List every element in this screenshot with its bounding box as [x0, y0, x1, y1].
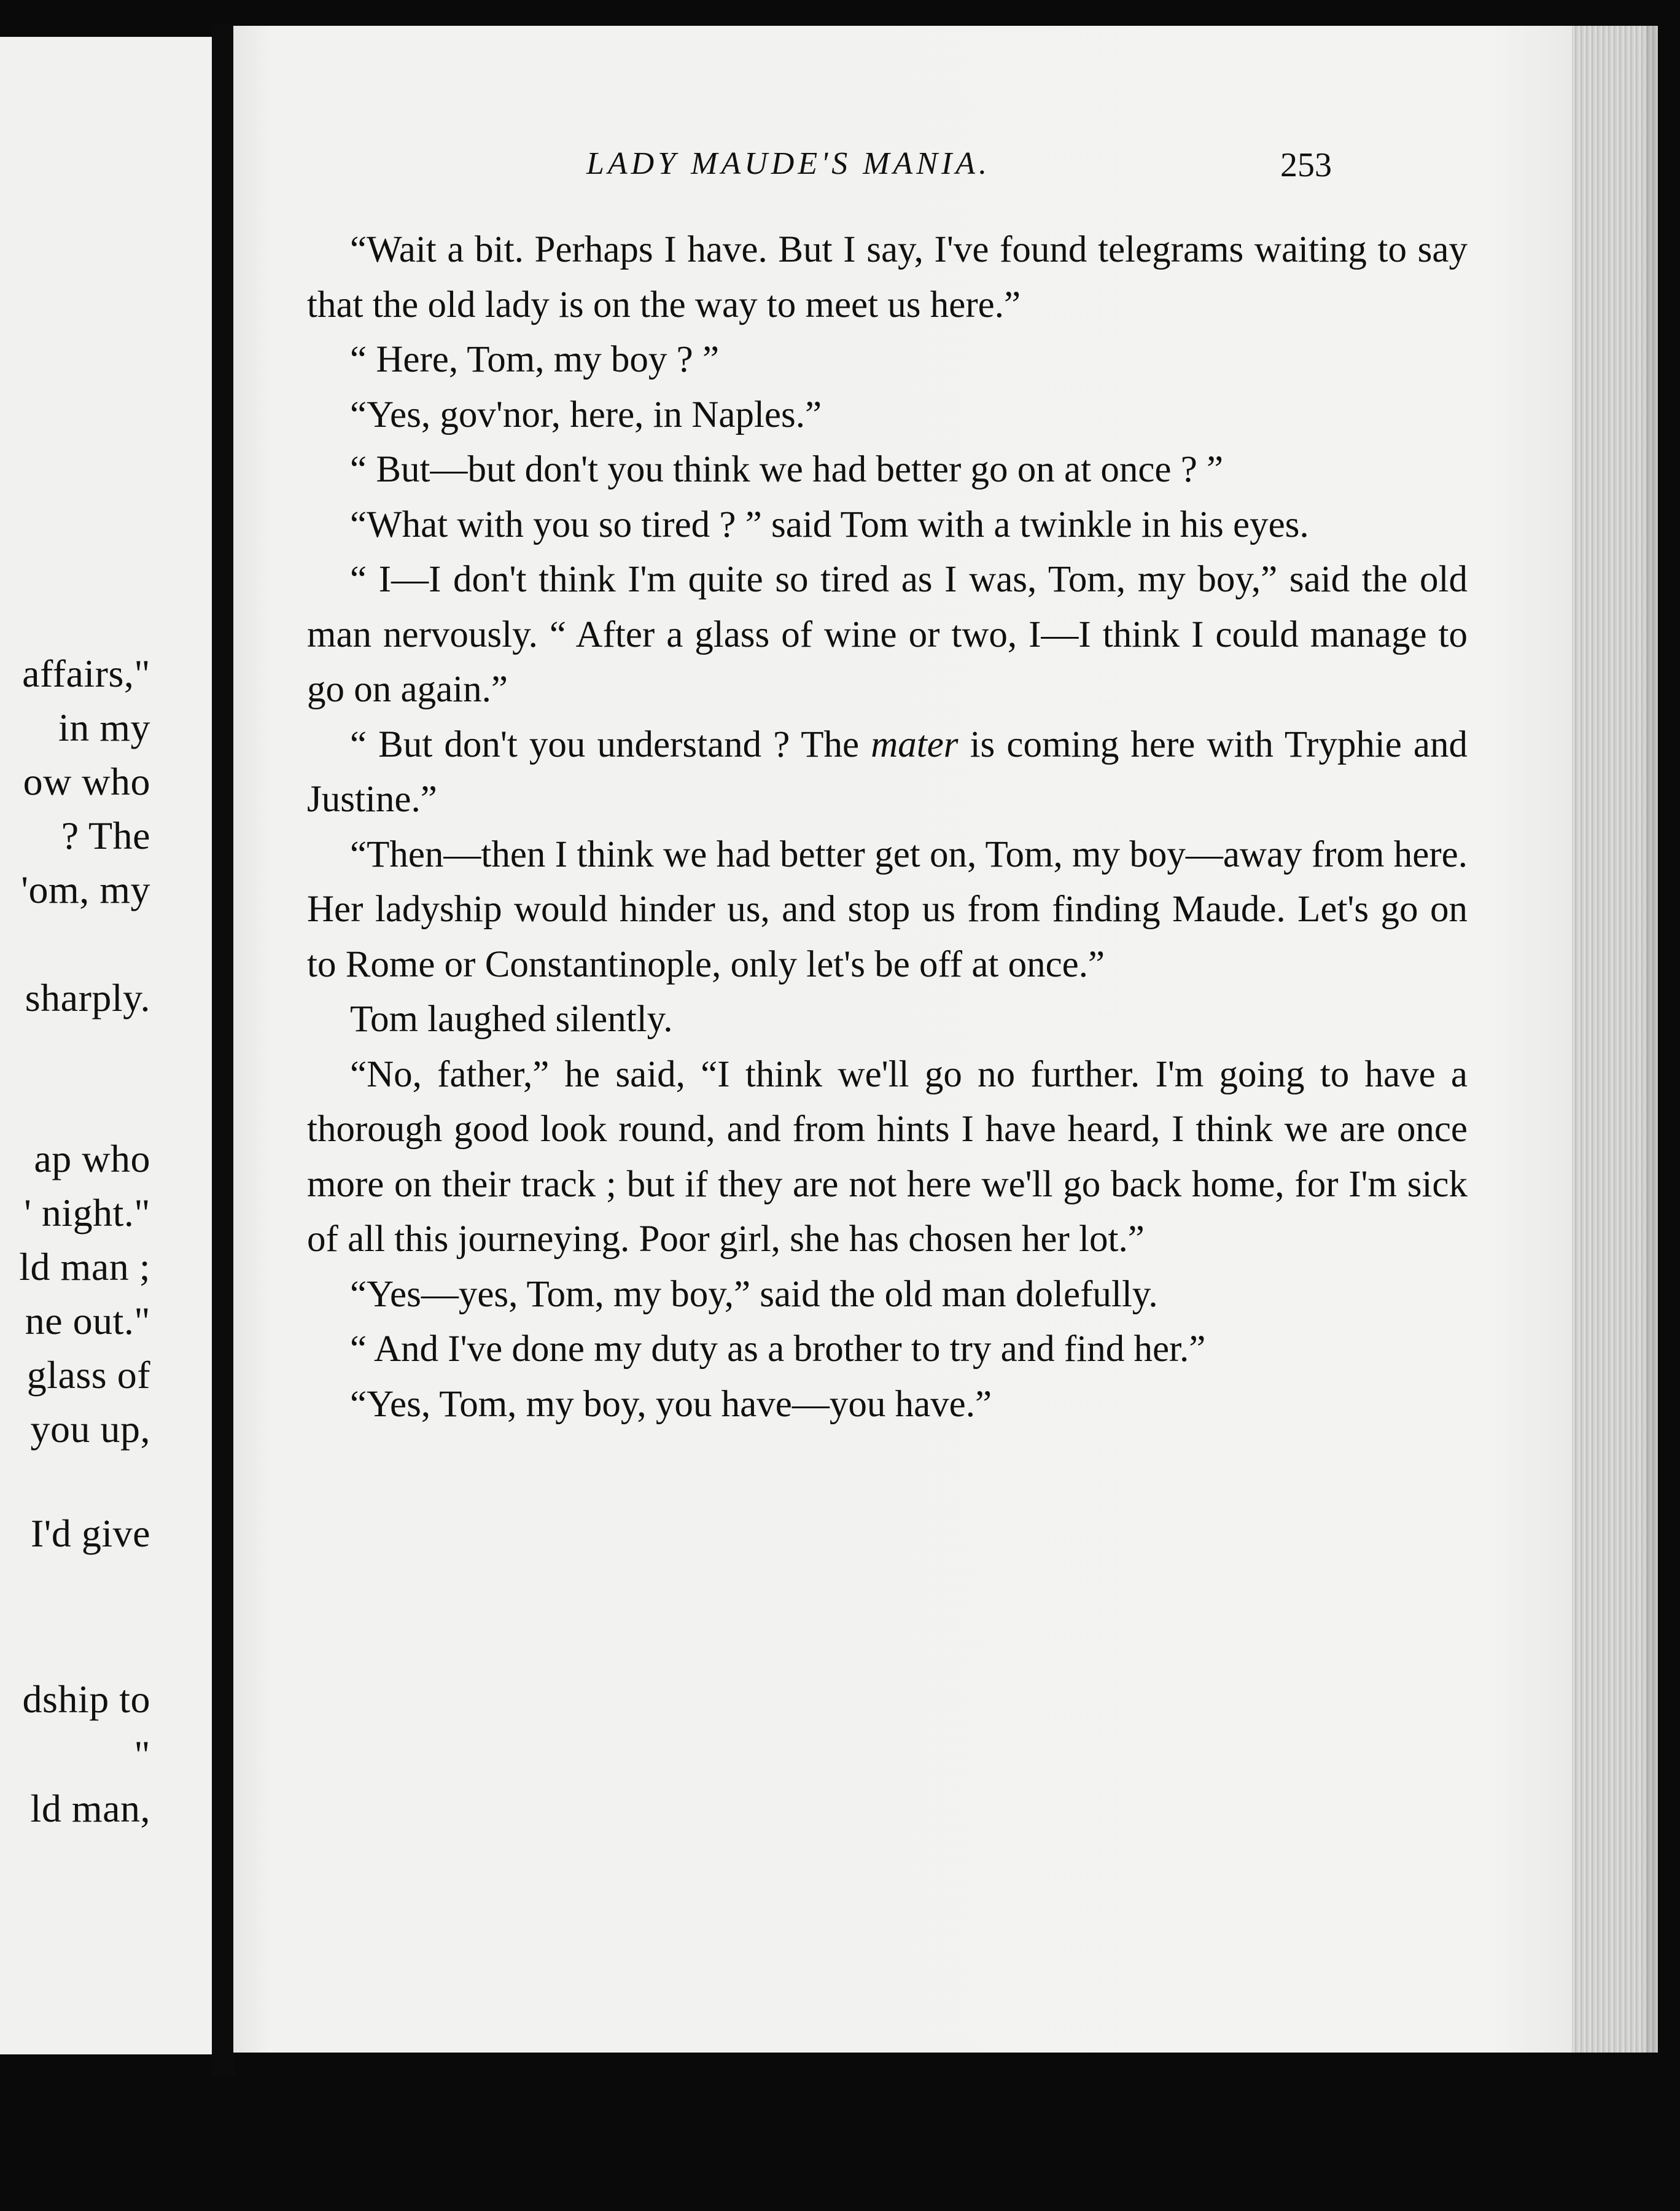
paragraph: “What with you so tired ? ” said Tom with a twinkle in his eyes. [350, 504, 1309, 545]
paragraph: “Yes—yes, Tom, my boy,” said the old man dolefully. [350, 1273, 1158, 1315]
left-page-line: I'd give [30, 1511, 150, 1555]
left-page-line: " [134, 1733, 150, 1776]
paragraph: “ But—but don't you think we had better go on at once ? ” [350, 449, 1224, 490]
paragraph: “ Here, Tom, my boy ? ” [350, 339, 720, 380]
paragraph: “Yes, gov'nor, here, in Naples.” [350, 394, 822, 435]
paragraph-text: is coming here with Tryphie and Justine.” [307, 723, 1468, 820]
paragraph-text: “ But don't you understand ? The [350, 723, 871, 765]
left-page-line: ne out." [25, 1299, 150, 1343]
left-page-line: ow who [23, 760, 150, 803]
scan-border [1658, 0, 1680, 2211]
running-title: LADY MAUDE'S MANIA. [586, 146, 991, 181]
body-text [307, 222, 1468, 1432]
book-page [233, 26, 1646, 2053]
left-page-line: dship to [22, 1677, 150, 1721]
left-page-line: you up, [30, 1407, 150, 1451]
paragraph: “Yes, Tom, my boy, you have—you have.” [350, 1383, 992, 1425]
emphasized-word: mater [871, 723, 959, 765]
left-page-line: glass of [26, 1353, 150, 1397]
page-number: 253 [1280, 146, 1332, 184]
left-page-line: affairs," [22, 652, 150, 695]
left-page-line: ld man, [30, 1787, 150, 1830]
book-gutter [212, 25, 235, 2076]
paragraph: “No, father,” he said, “I think we'll go no further. I'm going to have a thorough good look round, and from hints I have heard, I think we are once more on their track ; but if they are not here we'll go back home, for I'm sick of all this journeying. Poor girl, she has chosen her lot.” [307, 1053, 1468, 1260]
page-header [233, 146, 1646, 195]
paragraph: “Wait a bit. Perhaps I have. But I say, I've found telegrams waiting to say that the old lady is on the way to meet us here.” [307, 229, 1468, 326]
left-page-line: in my [58, 706, 150, 749]
left-page-line: ' night." [24, 1191, 150, 1234]
left-page-line: ld man ; [19, 1245, 150, 1289]
left-page-line: 'om, my [21, 868, 150, 911]
left-page-line: ap who [34, 1137, 150, 1180]
paragraph: Tom laughed silently. [350, 999, 673, 1040]
left-page-line: ? The [61, 814, 150, 857]
page-edges [1572, 26, 1658, 2053]
paragraph: “Then—then I think we had better get on, Tom, my boy—away from here. Her ladyship would hinder us, and stop us from finding Maude. Let's go on to Rome or Constantinople, only let's be off at once.” [307, 833, 1468, 985]
left-facing-page [0, 37, 212, 2054]
left-page-line: sharply. [25, 976, 150, 1020]
paragraph [307, 717, 1468, 827]
paragraph: “ I—I don't think I'm quite so tired as I was, Tom, my boy,” said the old man nervously. “ After a glass of wine or two, I—I think I could manage to go on again.” [307, 559, 1468, 710]
paragraph: “ And I've done my duty as a brother to try and find her.” [350, 1328, 1206, 1370]
